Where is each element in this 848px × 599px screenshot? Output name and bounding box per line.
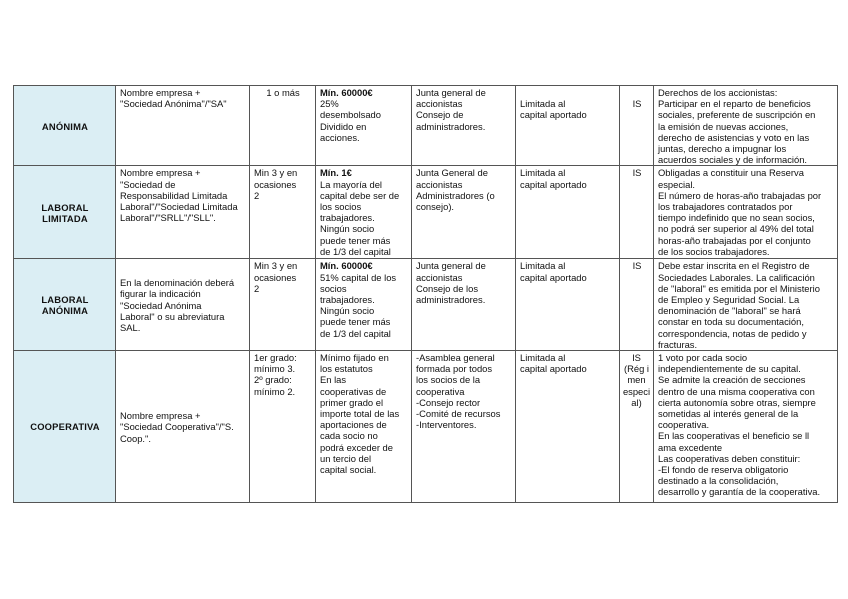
tax-cell: IS xyxy=(620,86,654,166)
tax-cell: IS xyxy=(620,259,654,351)
liability-cell: Limitada al capital aportado xyxy=(516,86,620,166)
notes-cell: Obligadas a constituir una Reserva especial. El número de horas-año trabajadas por los trabajadores contratados por tiempo indefinido que no sean socios, no podrá ser superior al 49% del total horas-año trabajadas por el conjunto de los socios trabajadores. xyxy=(654,166,838,259)
company-type-cell: LABORAL ANÓNIMA xyxy=(14,259,116,351)
table-row xyxy=(14,166,838,259)
company-type-cell: COOPERATIVA xyxy=(14,351,116,503)
partners-cell: 1er grado: mínimo 3. 2º grado: mínimo 2. xyxy=(250,351,316,503)
tax-cell: IS (Rég i men especi al) xyxy=(620,351,654,503)
company-name-cell: En la denominación deberá figurar la indicación "Sociedad Anónima Laboral" o su abreviatura SAL. xyxy=(116,259,250,351)
liability-cell: Limitada al capital aportado xyxy=(516,351,620,503)
partners-cell: Min 3 y en ocasiones 2 xyxy=(250,259,316,351)
capital-cell: Mínimo fijado en los estatutos En las cooperativas de primer grado el importe total de las aportaciones de cada socio no podrá exceder de un tercio del capital social. xyxy=(316,351,412,503)
tax-cell: IS xyxy=(620,166,654,259)
notes-cell: 1 voto por cada socio independientemente de su capital. Se admite la creación de secciones dentro de una misma cooperativa con cierta autonomía sobre otras, siempre sometidas al interés general de la cooperativa. En las cooperativas el beneficio se ll ama excedente Las cooperativas deben constituir: -El fondo de reserva obligatorio destinado a la consolidación, desarrollo y garantía de la cooperativa. xyxy=(654,351,838,503)
company-type-cell: ANÓNIMA xyxy=(14,86,116,166)
capital-cell: Mín. 60000€ 25% desembolsado Dividido en acciones. xyxy=(316,86,412,166)
governing-bodies-cell: -Asamblea general formada por todos los socios de la cooperativa -Consejo rector -Comité de recursos -Interventores. xyxy=(412,351,516,503)
liability-cell: Limitada al capital aportado xyxy=(516,166,620,259)
capital-cell: Mín. 60000€ 51% capital de los socios trabajadores. Ningún socio puede tener más de 1/3 del capital xyxy=(316,259,412,351)
notes-cell: Debe estar inscrita en el Registro de Sociedades Laborales. La calificación de "laboral" es emitida por el Ministerio de Empleo y Seguridad Social. La denominación de "laboral" se hará constar en toda su documentación, correspondencia, notas de pedido y fracturas. xyxy=(654,259,838,351)
table-row xyxy=(14,259,838,351)
company-types-table xyxy=(13,85,838,503)
notes-cell: Derechos de los accionistas: Participar en el reparto de beneficios sociales, preferente de suscripción en la emisión de nuevas acciones, derecho de asistencias y voto en las juntas, derecho a impugnar los acuerdos sociales y de información. xyxy=(654,86,838,166)
company-name-cell: Nombre empresa + "Sociedad Anónima"/"SA" xyxy=(116,86,250,166)
capital-cell: Mín. 1€ La mayoría del capital debe ser de los socios trabajadores. Ningún socio puede tener más de 1/3 del capital xyxy=(316,166,412,259)
company-name-cell: Nombre empresa + "Sociedad Cooperativa"/"S. Coop.". xyxy=(116,351,250,503)
liability-cell: Limitada al capital aportado xyxy=(516,259,620,351)
table-row xyxy=(14,86,838,166)
partners-cell: Min 3 y en ocasiones 2 xyxy=(250,166,316,259)
partners-cell: 1 o más xyxy=(250,86,316,166)
company-name-cell: Nombre empresa + "Sociedad de Responsabilidad Limitada Laboral"/"Sociedad Limitada Laboral"/"SRLL"/"SLL". xyxy=(116,166,250,259)
company-type-cell: LABORAL LIMITADA xyxy=(14,166,116,259)
governing-bodies-cell: Junta general de accionistas Consejo de los administradores. xyxy=(412,259,516,351)
governing-bodies-cell: Junta general de accionistas Consejo de administradores. xyxy=(412,86,516,166)
table-row xyxy=(14,351,838,503)
governing-bodies-cell: Junta General de accionistas Administradores (o consejo). xyxy=(412,166,516,259)
